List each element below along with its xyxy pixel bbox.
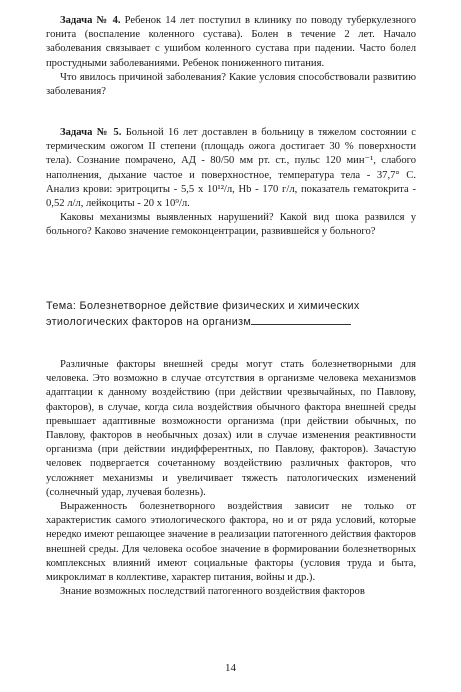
body-paragraph-1: Различные факторы внешней среды могут стать болезнетворными для человека. Это возможно в случае отсутствия в организме человека механизмов адаптации к данному воздействию (при действии чрезвычайных, по Павлову, факторов), в случае, когда сила воздействия обычного фактора внешней среды превышает адаптивные возможности организма (при действии обычных, по Павлову, факторов в необычных дозах) или в случае изменения реактивности организма (при действии индифферентных, по Павлову, факторов). Зачастую человек подвергается сочетанному воздействию различных факторов, что усложняет механизмы и увеличивает тяжесть патологических изменений (солнечный удар, лучевая болезнь). — [46, 359, 416, 498]
page-number: 14 — [225, 662, 236, 674]
task-4-body: Ребенок 14 лет поступил в клинику по поводу туберкулезного гонита (воспаление коленного сустава). Болен в течение 2 лет. Начало заболевания связывает с ушибом коленного сустава при падении. Часто болел простудными заболеваниями. Ребенок пониженного питания. — [46, 15, 416, 69]
fill-in-blank — [251, 314, 351, 325]
task-4 — [46, 14, 416, 99]
body-paragraph-2: Выраженность болезнетворного воздействия зависит не только от характеристик самого этиологического фактора, но и от ряда условий, которые нередко имеют решающее значение в реализации патогенного действия факторов внешней среды. Для человека особое значение в формировании болезнетворных комплексных влияний имеют социальные факторы (условия труда и быта, микроклимат в коллективе, характер питания, войны и др.). — [46, 501, 416, 584]
task-5-body: Больной 16 лет доставлен в больницу в тяжелом состоянии с термическим ожогом II степени (площадь ожога достигает 30 % поверхности тела). Сознание помрачено, АД - 80/50 мм рт. ст., пульс 120 мин⁻¹, слабого наполнения, дыхание частое и поверхностное, температура тела - 37,7° С. Анализ крови: эритроциты - 5,5 х 10¹²/л, Hb - 170 г/л, показатель гематокрита - 0,52 л/л, лейкоциты - 20 х 10⁹/л. — [46, 127, 416, 210]
task-4-text — [46, 14, 416, 71]
task-5 — [46, 126, 416, 240]
body-paragraph-3: Знание возможных последствий патогенного воздействия факторов — [60, 586, 365, 598]
section-heading-text: Тема: Болезнетворное действие физических и химических этиологических факторов на организм — [46, 300, 360, 328]
task-4-label: Задача № 4. — [60, 15, 121, 26]
section-body — [46, 358, 416, 599]
task-5-label: Задача № 5. — [60, 127, 122, 138]
task-5-question: Каковы механизмы выявленных нарушений? Какой вид шока развился у больного? Каково значение гемоконцентрации, развившейся у больного? — [46, 212, 416, 238]
task-4-question: Что явилось причиной заболевания? Какие условия способствовали развитию заболевания? — [46, 71, 416, 98]
task-5-text — [46, 126, 416, 211]
section-heading — [46, 298, 416, 330]
